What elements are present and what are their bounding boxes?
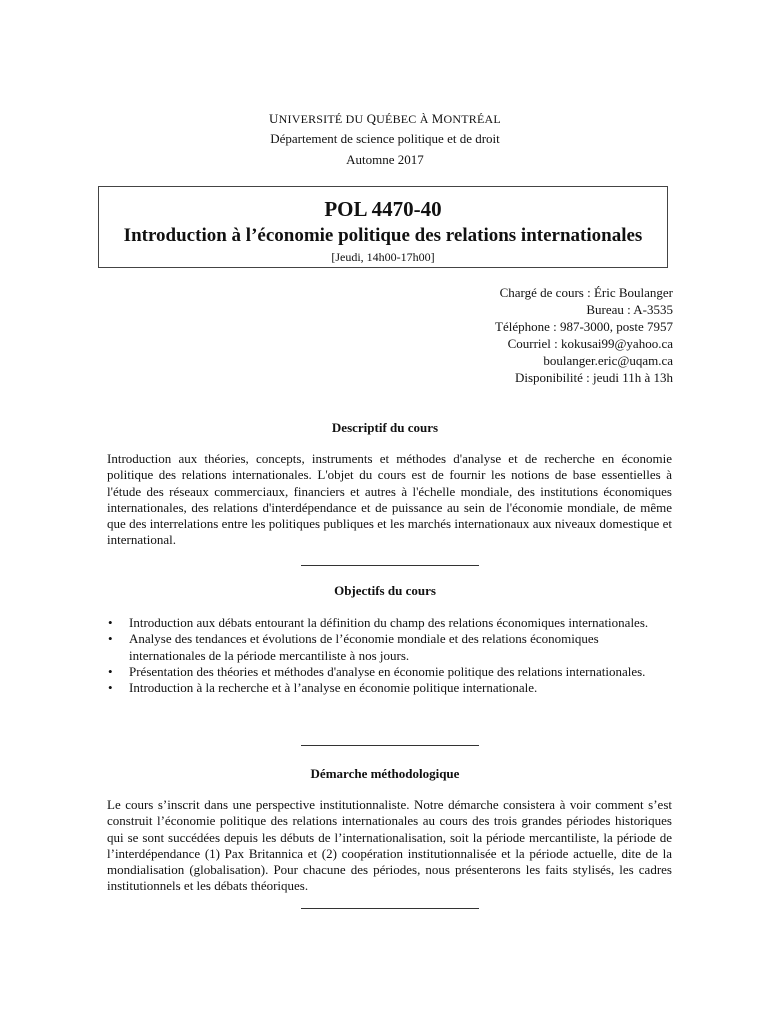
section-heading-objectifs: Objectifs du cours — [334, 583, 436, 598]
phone-line: Téléphone : 987-3000, poste 7957 — [495, 319, 673, 334]
course-title: Introduction à l’économie politique des relations internationales — [123, 225, 643, 246]
list-item — [107, 664, 672, 680]
university-name — [0, 108, 770, 130]
section-heading-demarche: Démarche méthodologique — [310, 766, 460, 781]
objectives-list — [107, 615, 672, 696]
course-title-box — [98, 186, 668, 268]
term: Automne 2017 — [346, 152, 424, 167]
list-item-text: Présentation des théories et méthodes d'analyse en économie politique des relations internationales. — [129, 663, 646, 679]
list-item-text: Introduction aux débats entourant la définition du champ des relations économiques internationales. — [129, 615, 649, 630]
descriptif-paragraph: Introduction aux théories, concepts, instruments et méthodes d'analyse et de recherche en économie politique des relations internationales. L'objet du cours est de fournir les notions de base essentielles à l'étude des réseaux commerciaux, financiers et autres à l'échelle mondiale, des institutions économiques internationales, des relations d'interdépendance et de puissance au sein de l'économie mondiale, de même que des interrelations entre les politiques publiques et les marchés internationaux aux niveaux domestique et international. — [107, 451, 672, 548]
list-item — [107, 615, 672, 631]
univ-initial-q: Q — [366, 111, 377, 126]
section-divider — [301, 745, 479, 746]
course-schedule: [Jeudi, 14h00-17h00] — [331, 250, 435, 264]
email-line-2: boulanger.eric@uqam.ca — [543, 353, 673, 368]
list-item — [107, 680, 672, 696]
availability-line: Disponibilité : jeudi 11h à 13h — [514, 370, 673, 385]
list-item-text: Analyse des tendances et évolutions de l’économie mondiale et des relations économiques internationales de la période mercantiliste à nos jours. — [129, 631, 599, 663]
univ-part-2: UÉBEC À — [376, 112, 432, 126]
demarche-paragraph: Le cours s’inscrit dans une perspective institutionnaliste. Notre démarche consistera à voir comment s’est construit l’économie politique des relations internationales au cours des trois grandes périodes historiques qui se sont succédées depuis les débuts de l’internationalisation, soit la période mercantiliste, la période de l’interdépendance (1) Pax Britannica et (2) coopération institutionnalisée et la période actuelle, dite de la mondialisation (globalisation). Pour chacune des périodes, nous présenterons les faits stylisés, les cadres institutionnels et les débats théoriques. — [107, 797, 672, 894]
instructor-line: Chargé de cours : Éric Boulanger — [499, 285, 673, 300]
email-line: Courriel : kokusai99@yahoo.ca — [507, 336, 673, 351]
univ-initial-m: M — [431, 111, 444, 126]
univ-part-3: ONTRÉAL — [443, 112, 501, 126]
contact-block — [495, 284, 673, 386]
bullet-icon: • — [108, 680, 113, 696]
section-divider — [301, 565, 479, 566]
course-code: POL 4470-40 — [324, 197, 442, 221]
department-name: Département de science politique et de droit — [270, 131, 500, 146]
list-item-text: Introduction à la recherche et à l’analyse en économie politique internationale. — [129, 680, 538, 696]
univ-part-1: NIVERSITÉ DU — [278, 112, 367, 126]
univ-initial-u: U — [269, 111, 279, 126]
bullet-icon: • — [108, 615, 113, 630]
bullet-icon: • — [108, 631, 113, 647]
section-heading-descriptif: Descriptif du cours — [331, 420, 439, 435]
section-divider — [301, 908, 479, 909]
list-item — [107, 631, 672, 664]
bullet-icon: • — [108, 663, 113, 679]
office-line: Bureau : A-3535 — [586, 302, 673, 317]
